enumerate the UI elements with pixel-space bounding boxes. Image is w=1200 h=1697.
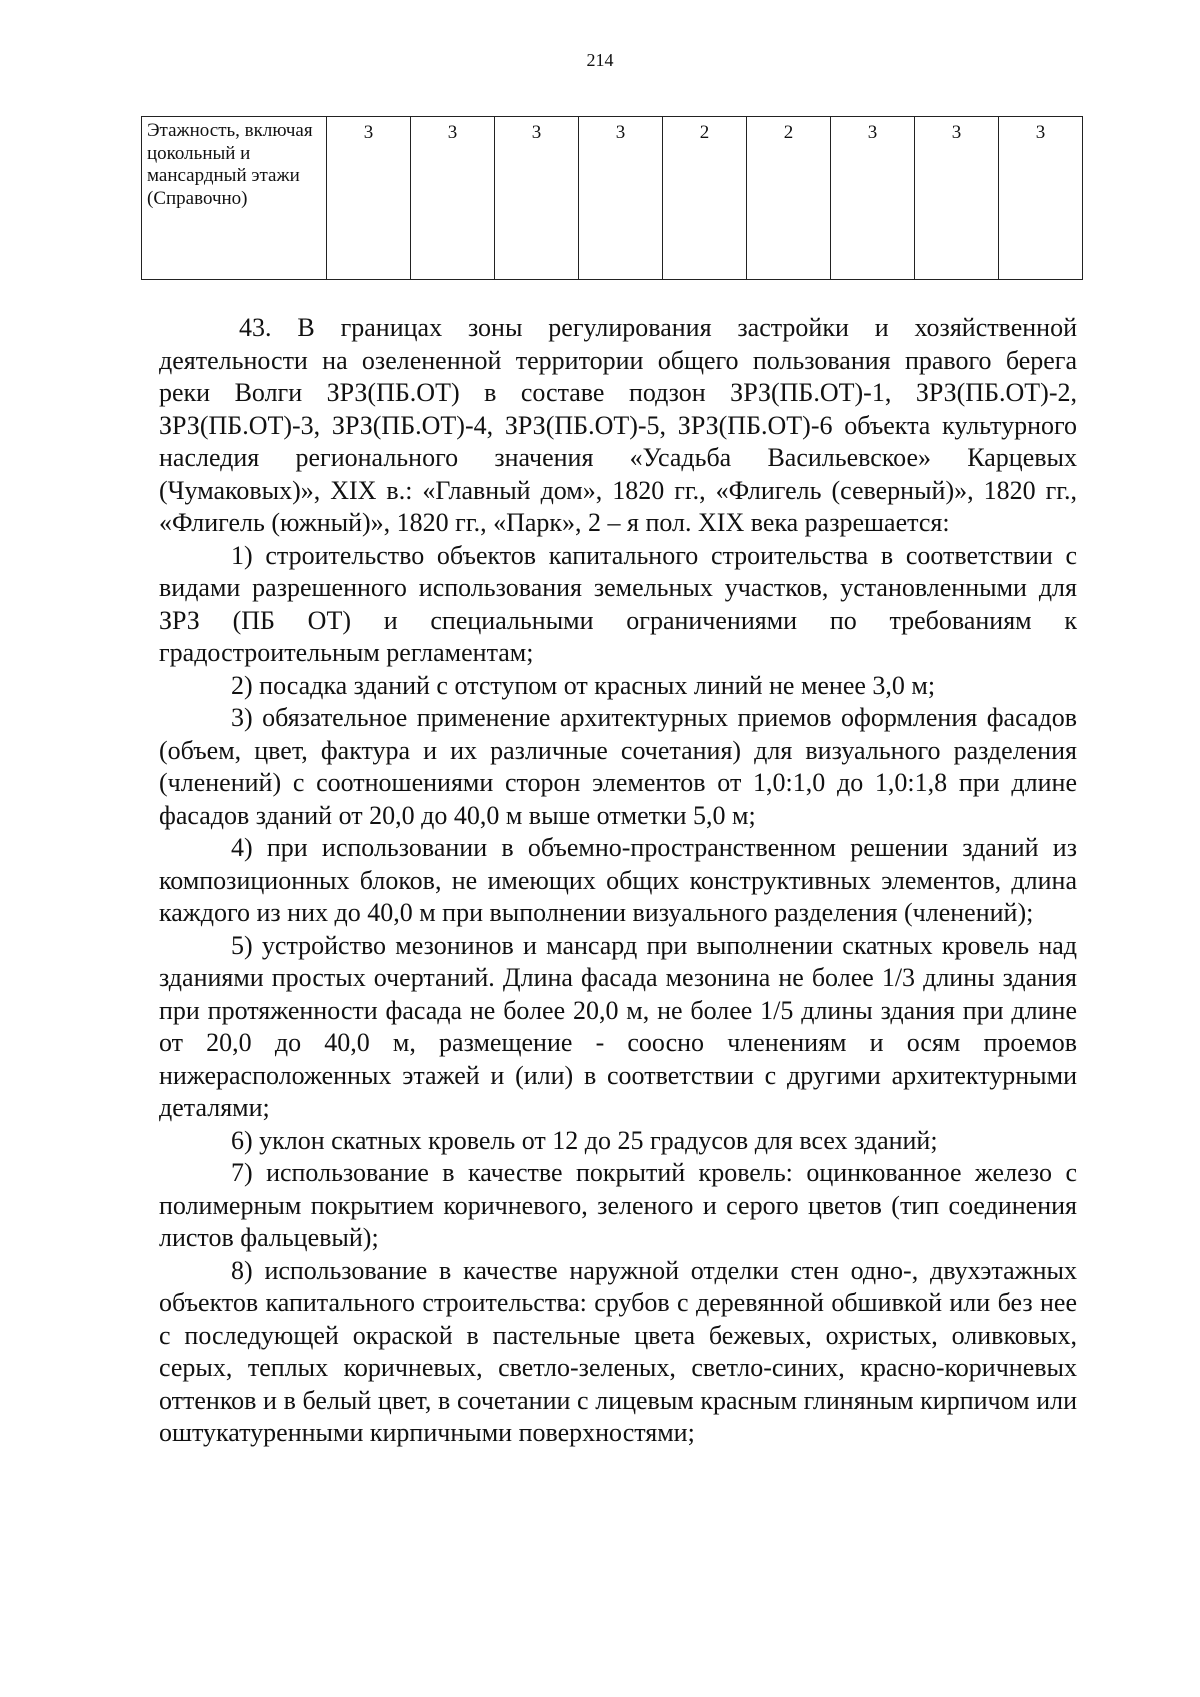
table-cell: 3 <box>831 117 915 280</box>
table-cell: 2 <box>747 117 831 280</box>
table-cell: 3 <box>579 117 663 280</box>
table-cell: 3 <box>915 117 999 280</box>
table-row-label: Этажность, включая цокольный и мансардный этажи (Справочно) <box>142 117 327 280</box>
list-item-6: 6) уклон скатных кровель от 12 до 25 градусов для всех зданий; <box>231 1125 938 1155</box>
list-item-3: 3) обязательное применение архитектурных приемов оформления фасадов (объем, цвет, фактура и их различные сочетания) для визуального разделения (членений) с соотношениями сторон элементов от 1,0:1,0 до 1,0:1,8 при длине фасадов зданий от 20,0 до 40,0 м выше отметки 5,0 м; <box>159 703 1077 830</box>
page-number: 214 <box>586 50 614 70</box>
table-cell: 3 <box>411 117 495 280</box>
list-item-1: 1) строительство объектов капитального строительства в соответствии с видами разрешенного использования земельных участков, установленными для ЗРЗ (ПБ ОТ) и специальными ограничениями по требованиям к градостроительным регламентам; <box>159 540 1077 667</box>
paragraph-43: 43. В границах зоны регулирования застройки и хозяйственной деятельности на озелененной территории общего пользования правого берега реки Волги ЗРЗ(ПБ.ОТ) в составе подзон ЗРЗ(ПБ.ОТ)-1, ЗРЗ(ПБ.ОТ)-2, ЗРЗ(ПБ.ОТ)-3, ЗРЗ(ПБ.ОТ)-4, ЗРЗ(ПБ.ОТ)-5, ЗРЗ(ПБ.ОТ)-6 объекта культурного наследия регионального значения «Усадьба Васильевское» Карцевых (Чумаковых)», XIX в.: «Главный дом», 1820 гг., «Флигель (северный)», 1820 гг., «Флигель (южный)», 1820 гг., «Парк», 2 – я пол. XIX века разрешается: <box>159 313 1077 537</box>
list-item-7: 7) использование в качестве покрытий кровель: оцинкованное железо с полимерным покрытием коричневого, зеленого и серого цветов (тип соединения листов фальцевый); <box>159 1158 1077 1252</box>
table-cell: 3 <box>999 117 1083 280</box>
table-row <box>142 117 1083 280</box>
table-cell: 3 <box>327 117 411 280</box>
list-item-2: 2) посадка зданий с отступом от красных линий не менее 3,0 м; <box>231 670 936 700</box>
list-item-5: 5) устройство мезонинов и мансард при выполнении скатных кровель над зданиями простых очертаний. Длина фасада мезонина не более 1/3 длины здания при протяженности фасада не более 20,0 м, не более 1/5 длины здания при длине от 20,0 до 40,0 м, размещение - соосно членениям и осям проемов нижерасположенных этажей и (или) в соответствии с другими архитектурными деталями; <box>159 930 1077 1122</box>
table-cell: 3 <box>495 117 579 280</box>
document-body <box>159 312 1077 1450</box>
list-item-4: 4) при использовании в объемно-пространственном решении зданий из композиционных блоков, не имеющих общих конструктивных элементов, длина каждого из них до 40,0 м при выполнении визуального разделения (членений); <box>159 833 1077 927</box>
table-cell: 2 <box>663 117 747 280</box>
list-item-8: 8) использование в качестве наружной отделки стен одно-, двухэтажных объектов капитального строительства: срубов с деревянной обшивкой или без нее с последующей окраской в пастельные цвета бежевых, охристых, оливковых, серых, теплых коричневых, светло-зеленых, светло-синих, красно-коричневых оттенков и в белый цвет, в сочетании с лицевым красным глиняным кирпичом или оштукатуренными кирпичными поверхностями; <box>159 1255 1077 1447</box>
floors-table <box>141 116 1083 280</box>
